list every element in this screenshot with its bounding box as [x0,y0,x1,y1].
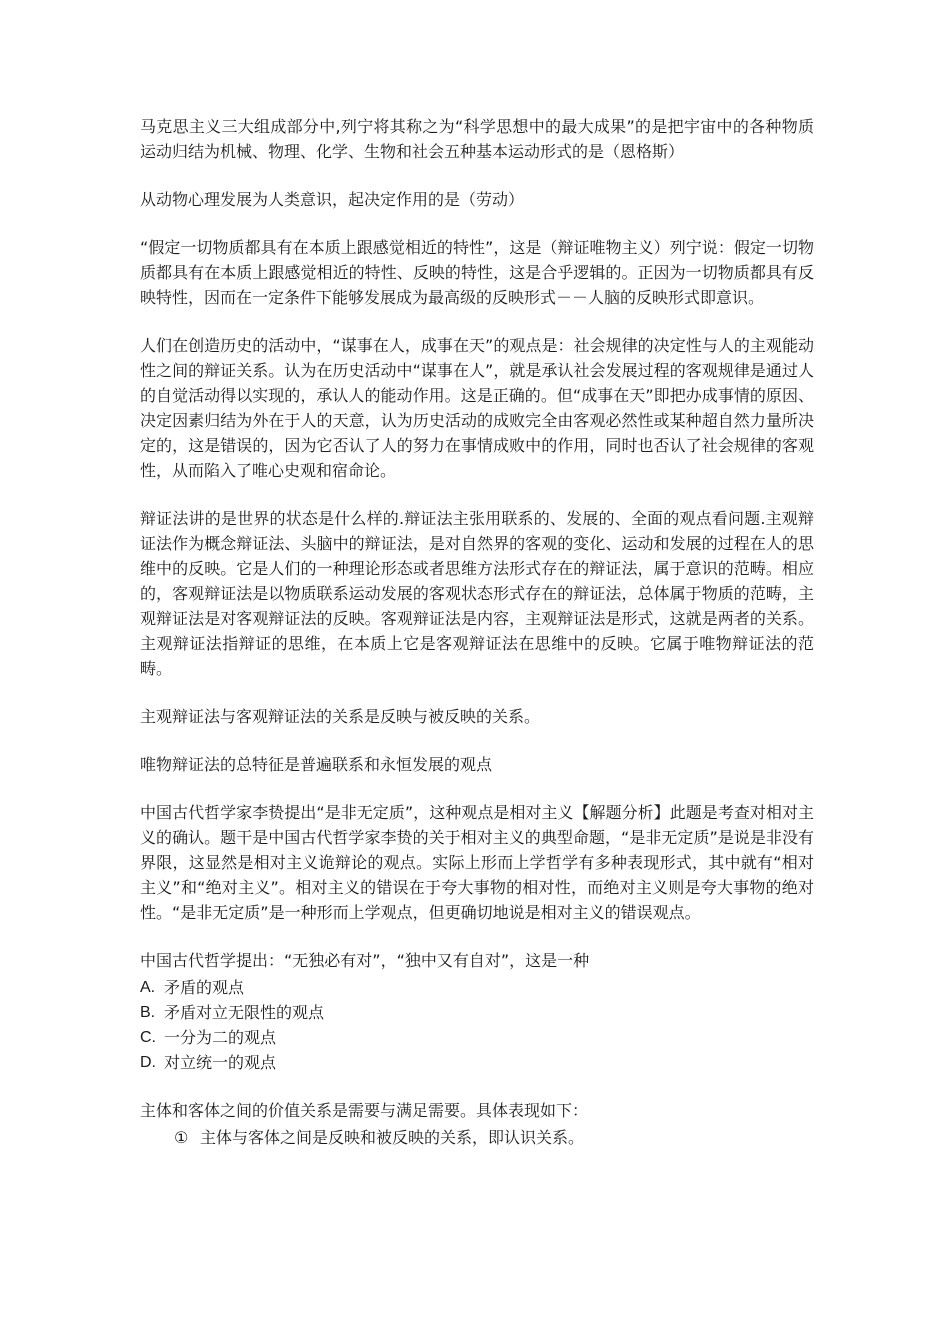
list-item-text: 主体与客体之间是反映和被反映的关系，即认识关系。 [200,1128,585,1147]
option-a [140,975,814,1000]
paragraph-6: 主观辩证法与客观辩证法的关系是反映与被反映的关系。 [140,707,541,726]
option-d [140,1050,814,1075]
paragraph-5: 辩证法讲的是世界的状态是什么样的.辩证法主张用联系的、发展的、全面的观点看问题.主观辩证法作为概念辩证法、头脑中的辩证法，是对自然界的客观的变化、运动和发展的过程在人的思维中的反映。它是人们的一种理论形态或者思维方法形式存在的辩证法，属于意识的范畴。相应的，客观辩证法是以物质联系运动发展的客观状态形式存在的辩证法，总体属于物质的范畴，主观辩证法是对客观辩证法的反映。客观辩证法是内容，主观辩证法是形式，这就是两者的关系。主观辩证法指辩证的思维，在本质上它是客观辩证法在思维中的反映。它属于唯物辩证法的范畴。 [140,509,814,678]
option-text: 一分为二的观点 [164,1028,277,1047]
paragraph-2: 从动物心理发展为人类意识，起决定作用的是（劳动） [140,190,525,209]
option-letter: C. [140,1029,156,1046]
final-paragraph: 主体和客体之间的价值关系是需要与满足需要。具体表现如下： [140,1101,589,1120]
paragraph-4: 人们在创造历史的活动中，“谋事在人，成事在天”的观点是：社会规律的决定性与人的主观能动性之间的辩证关系。认为在历史活动中“谋事在人”，就是承认社会发展过程的客观规律是通过人的自觉活动得以实现的，承认人的能动作用。这是正确的。但“成事在天”即把办成事情的原因、决定因素归结为外在于人的天意，认为历史活动的成败完全由客观必然性或某种超自然力量所决定的，这是错误的，因为它否认了人的努力在事情成败中的作用，同时也否认了社会规律的客观性，从而陷入了唯心史观和宿命论。 [140,336,814,480]
option-text: 矛盾对立无限性的观点 [164,1003,325,1022]
paragraph-7: 唯物辩证法的总特征是普遍联系和永恒发展的观点 [140,755,493,774]
option-c [140,1025,814,1050]
option-b [140,1000,814,1025]
option-text: 矛盾的观点 [164,978,245,997]
paragraph-3: “假定一切物质都具有在本质上跟感觉相近的特性”，这是（辩证唯物主义）列宁说：假定一切物质都具有在本质上跟感觉相近的特性、反映的特性，这是合乎逻辑的。正因为一切物质都具有反映特性，因而在一定条件下能够发展成为最高级的反映形式－－人脑的反映形式即意识。 [140,238,814,307]
option-letter: D. [140,1054,156,1071]
option-letter: A. [140,979,156,996]
option-text: 对立统一的观点 [164,1053,277,1072]
list-marker: ① [174,1128,189,1147]
option-list [140,975,814,1075]
option-letter: B. [140,1004,156,1021]
list-item [174,1125,814,1150]
question-text: 中国古代哲学提出：“无独必有对”，“独中又有自对”，这是一种 [140,951,590,970]
paragraph-8: 中国古代哲学家李贽提出“是非无定质”，这种观点是相对主义【解题分析】此题是考查对相对主义的确认。题干是中国古代哲学家李贽的关于相对主义的典型命题，“是非无定质”是说是非没有界限，这显然是相对主义诡辩论的观点。实际上形而上学哲学有多种表现形式，其中就有“相对主义”和“绝对主义”。相对主义的错误在于夸大事物的相对性，而绝对主义则是夸大事物的绝对性。“是非无定质”是一种形而上学观点，但更确切地说是相对主义的错误观点。 [140,803,814,922]
paragraph-1: 马克思主义三大组成部分中,列宁将其称之为“科学思想中的最大成果”的是把宇宙中的各种物质运动归结为机械、物理、化学、生物和社会五种基本运动形式的是（恩格斯） [140,117,814,161]
